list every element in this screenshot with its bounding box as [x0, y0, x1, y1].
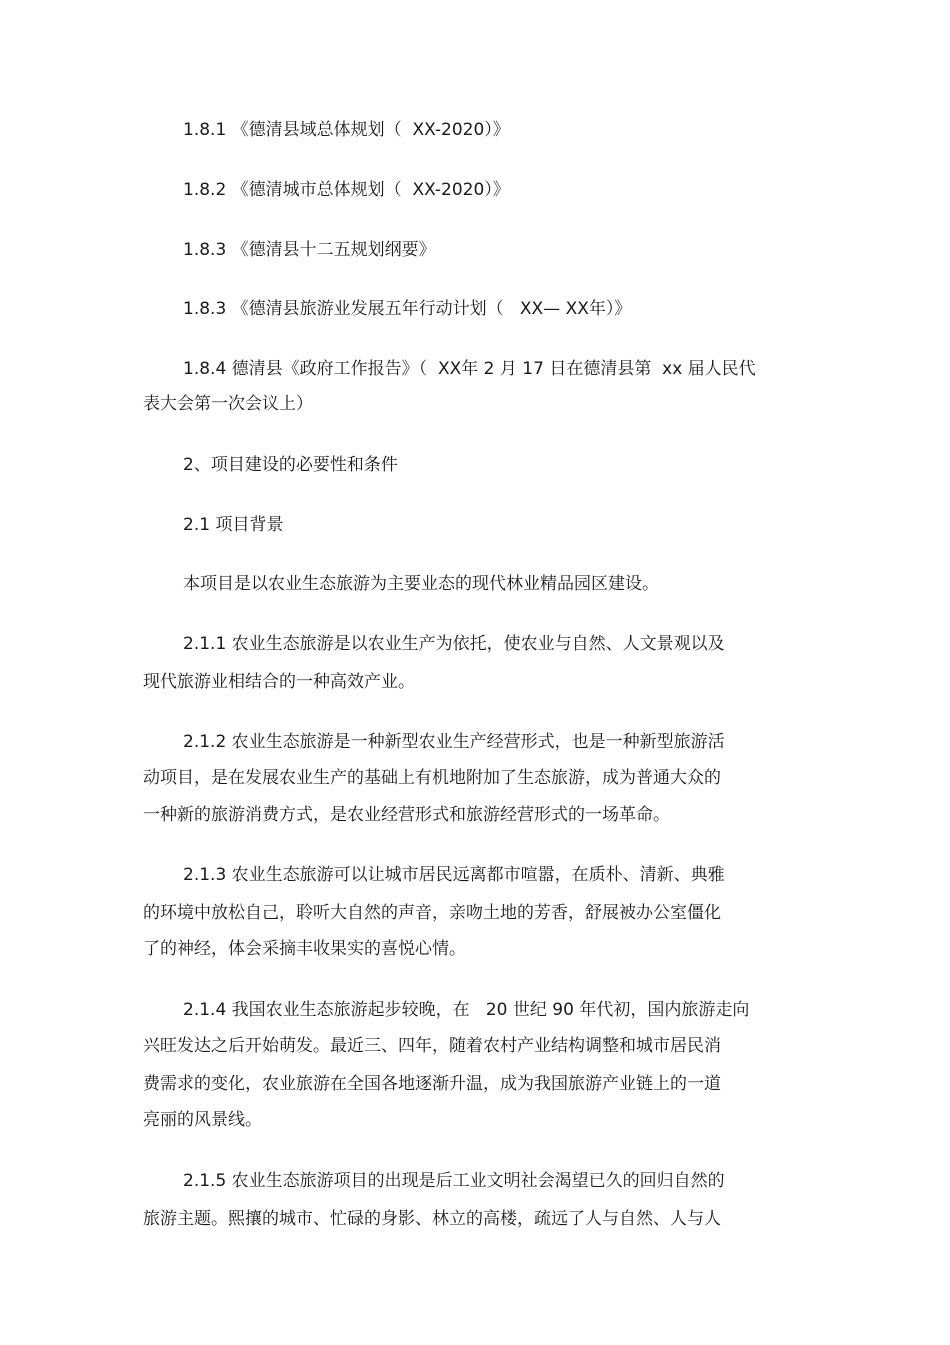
item-1-8-4-line-1: 1.8.4 德清县《政府工作报告》（ XX年 2 月 17 日在德清县第 xx 届人民代: [183, 359, 756, 379]
item-1-8-2: 1.8.2 《德清城市总体规划（ XX-2020）》: [183, 180, 510, 200]
paragraph-intro: 本项目是以农业生态旅游为主要业态的现代林业精品园区建设。: [183, 574, 659, 594]
item-2-1-3-line-1: 2.1.3 农业生态旅游可以让城市居民远离都市喧嚣，在质朴、清新、典雅: [183, 865, 725, 885]
item-2-1-2-line-1: 2.1.2 农业生态旅游是一种新型农业生产经营形式，也是一种新型旅游活: [183, 732, 725, 752]
section-heading-2-1: 2.1 项目背景: [183, 515, 284, 535]
item-1-8-3-a: 1.8.3 《德清县十二五规划纲要》: [183, 240, 436, 260]
item-1-8-1: 1.8.1 《德清县域总体规划（ XX-2020）》: [183, 120, 510, 140]
section-heading-2: 2、项目建设的必要性和条件: [183, 455, 398, 475]
item-2-1-5-line-1: 2.1.5 农业生态旅游项目的出现是后工业文明社会渴望已久的回归自然的: [183, 1171, 725, 1191]
item-2-1-4-line-2: 兴旺发达之后开始萌发。最近三、四年，随着农村产业结构调整和城市居民消: [143, 1036, 721, 1056]
item-2-1-2-line-2: 动项目，是在发展农业生产的基础上有机地附加了生态旅游，成为普通大众的: [143, 768, 721, 788]
item-2-1-4-line-3: 费需求的变化，农业旅游在全国各地逐渐升温，成为我国旅游产业链上的一道: [143, 1074, 721, 1094]
item-1-8-4-line-2: 表大会第一次会议上）: [143, 394, 313, 414]
item-2-1-1-line-1: 2.1.1 农业生态旅游是以农业生产为依托，使农业与自然、人文景观以及: [183, 634, 725, 654]
item-2-1-2-line-3: 一种新的旅游消费方式，是农业经营形式和旅游经营形式的一场革命。: [143, 805, 670, 825]
item-2-1-4-line-4: 亮丽的风景线。: [143, 1110, 262, 1130]
item-2-1-5-line-2: 旅游主题。熙攘的城市、忙碌的身影、林立的高楼，疏远了人与自然、人与人: [143, 1209, 721, 1229]
item-2-1-3-line-3: 了的神经，体会采摘丰收果实的喜悦心情。: [143, 939, 466, 959]
item-2-1-3-line-2: 的环境中放松自己，聆听大自然的声音，亲吻土地的芳香，舒展被办公室僵化: [143, 903, 721, 923]
item-2-1-4-line-1: 2.1.4 我国农业生态旅游起步较晚，在 20 世纪 90 年代初，国内旅游走向: [183, 1000, 750, 1020]
item-2-1-1-line-2: 现代旅游业相结合的一种高效产业。: [143, 672, 415, 692]
item-1-8-3-b: 1.8.3 《德清县旅游业发展五年行动计划（ XX— XX年）》: [183, 299, 632, 319]
